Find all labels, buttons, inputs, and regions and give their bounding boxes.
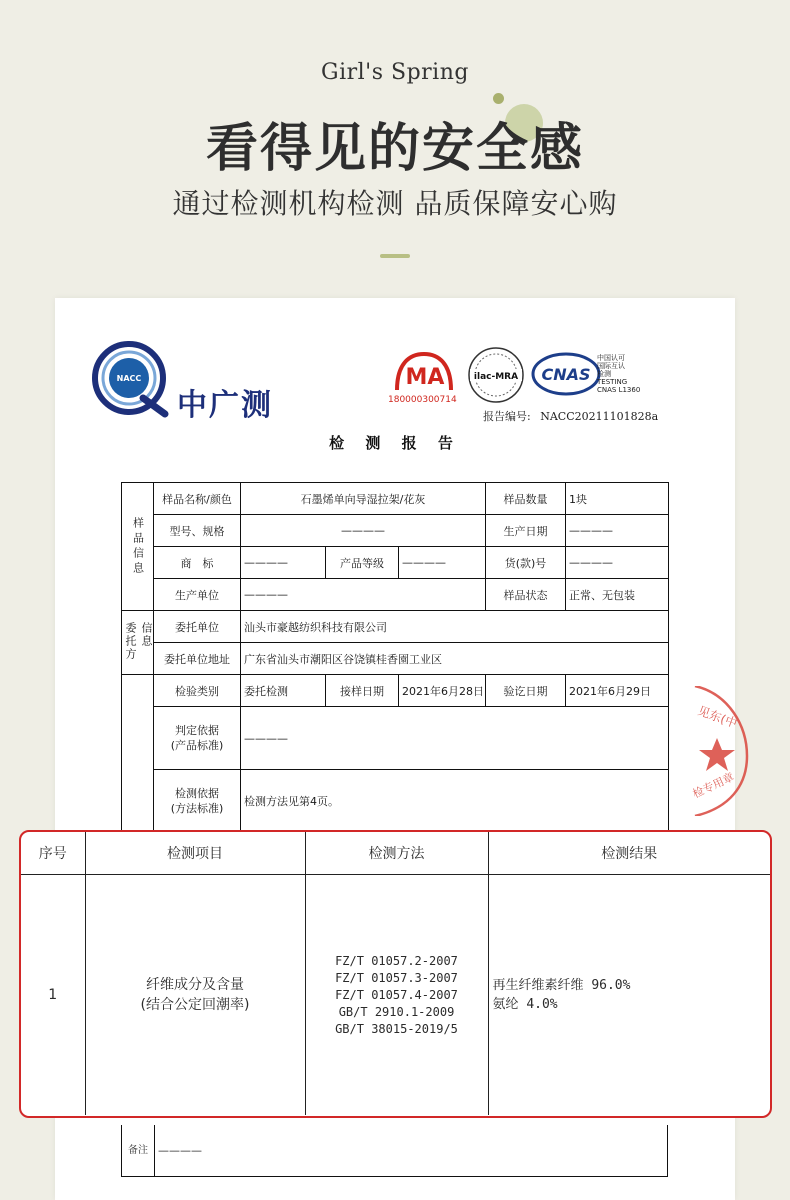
cnas-mark-icon xyxy=(531,350,601,398)
table-row: 检测依据 (方法标准) 检测方法见第4页。 xyxy=(122,770,669,833)
hero-header xyxy=(0,0,790,300)
group-label-test xyxy=(122,675,154,833)
brand-name: Girl's Spring xyxy=(321,60,469,85)
table-row: 生产单位 ———— 样品状态 正常、无包装 xyxy=(122,579,669,611)
cnas-mark-text: CNAS xyxy=(541,365,591,384)
remark-value: ———— xyxy=(158,1144,202,1157)
subheadline: 通过检测机构检测 品质保障安心购 xyxy=(172,187,618,220)
table-row: 委托单位地址 广东省汕头市潮阳区谷饶镇桂香園工业区 xyxy=(122,643,669,675)
cma-number: 180000300714 xyxy=(388,395,457,405)
group-label-client: 委托方 信息 xyxy=(122,611,154,675)
sample-info-table xyxy=(121,482,669,833)
header-index: 序号 xyxy=(21,832,85,875)
stamp-text-bottom: 检专用章 xyxy=(690,770,737,801)
cma-mark-text: MA xyxy=(405,365,445,390)
row-results: 再生纤维素纤维 96.0% 氨纶 4.0% xyxy=(488,875,770,1116)
table-row: 判定依据 (产品标准) ———— xyxy=(122,707,669,770)
headline: 看得见的安全感 xyxy=(205,118,584,179)
row-methods: FZ/T 01057.2-2007 FZ/T 01057.3-2007 FZ/T 01057.4-2007 GB/T 2910.1-2009 GB/T 38015-2019/5 xyxy=(305,875,488,1116)
ilac-mra-icon xyxy=(467,346,525,404)
test-result-highlight xyxy=(19,830,772,1118)
remark-label: 备注 xyxy=(122,1125,155,1177)
header-item: 检测项目 xyxy=(85,832,305,875)
header-result: 检测结果 xyxy=(488,832,770,875)
row-item: 纤维成分及含量 (结合公定回潮率) xyxy=(85,875,305,1116)
table-row xyxy=(21,875,770,1116)
remark-row xyxy=(121,1125,668,1177)
ilac-mra-text: ilac-MRA xyxy=(473,372,519,382)
table-row: 商 标 ———— 产品等级 ———— 货(款)号 ———— xyxy=(122,547,669,579)
group-label-sample: 样品信息 xyxy=(122,483,154,611)
nacc-badge-text: NACC xyxy=(116,374,142,383)
table-row: 样品信息 样品名称/颜色 石墨烯单向导湿拉架/花灰 样品数量 1块 xyxy=(122,483,669,515)
red-seal-stamp xyxy=(689,686,749,816)
divider-dash xyxy=(380,254,410,258)
decor-dot-small xyxy=(493,93,504,104)
table-row: 委托方 信息 委托单位 汕头市豪越纺织科技有限公司 xyxy=(122,611,669,643)
header-method: 检测方法 xyxy=(305,832,488,875)
stamp-text-top: 见东(中 xyxy=(695,703,739,731)
table-header-row xyxy=(21,832,770,875)
row-index: 1 xyxy=(21,875,85,1116)
test-result-table xyxy=(21,832,770,1115)
logo-name: 中广测 xyxy=(177,388,273,423)
nacc-logo-icon xyxy=(91,340,169,418)
report-number: 报告编号: NACC20211101828a xyxy=(483,410,659,423)
cnas-caption: 中国认可 国际互认 检测 TESTING CNAS L1360 xyxy=(597,354,641,394)
table-row: 型号、规格 ———— 生产日期 ———— xyxy=(122,515,669,547)
table-row: 检验类别 委托检测 接样日期 2021年6月28日 验讫日期 2021年6月29日 xyxy=(122,675,669,707)
cma-mark-icon xyxy=(391,350,457,394)
report-title: 检 测 报 告 xyxy=(329,434,461,452)
